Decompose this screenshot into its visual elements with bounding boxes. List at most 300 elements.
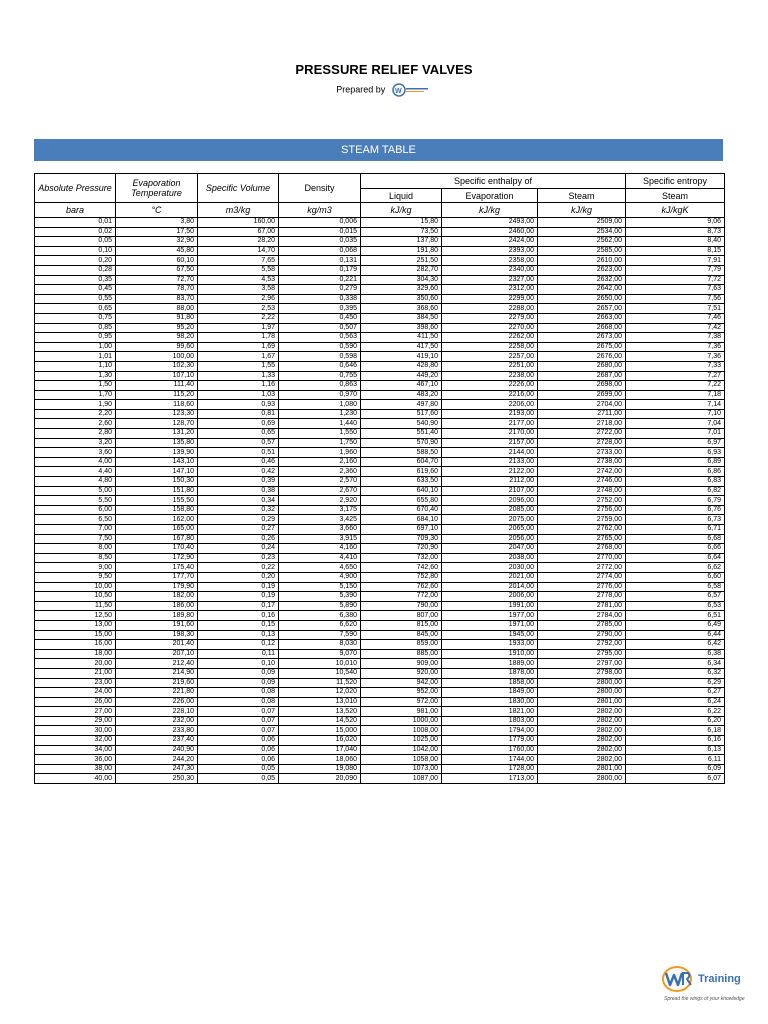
table-cell: 2312,00 xyxy=(442,285,538,295)
table-cell: 1713,00 xyxy=(442,774,538,784)
table-cell: 1,69 xyxy=(198,342,279,352)
table-cell: 7,42 xyxy=(626,323,725,333)
table-cell: 0,179 xyxy=(279,265,361,275)
table-cell: 1042,00 xyxy=(361,745,442,755)
table-row xyxy=(35,457,725,467)
table-cell: 742,60 xyxy=(361,563,442,573)
table-row xyxy=(35,448,725,458)
header-abs-pressure: Absolute Pressure xyxy=(35,174,116,203)
table-cell: 7,590 xyxy=(279,630,361,640)
table-cell: 0,563 xyxy=(279,333,361,343)
table-cell: 67,00 xyxy=(198,227,279,237)
table-cell: 1779,00 xyxy=(442,736,538,746)
table-row xyxy=(35,649,725,659)
table-cell: 2006,00 xyxy=(442,592,538,602)
table-cell: 2776,00 xyxy=(538,582,626,592)
table-cell: 368,60 xyxy=(361,304,442,314)
table-cell: 4,650 xyxy=(279,563,361,573)
table-cell: 6,22 xyxy=(626,707,725,717)
table-cell: 1,10 xyxy=(35,361,116,371)
table-row xyxy=(35,659,725,669)
table-cell: 9,50 xyxy=(35,572,116,582)
header-evap-temperature: Evaporation Temperature xyxy=(116,174,198,203)
table-cell: 2770,00 xyxy=(538,553,626,563)
table-cell: 972,00 xyxy=(361,697,442,707)
table-row xyxy=(35,707,725,717)
table-cell: 2801,00 xyxy=(538,764,626,774)
table-cell: 540,90 xyxy=(361,419,442,429)
table-row xyxy=(35,218,725,228)
table-row xyxy=(35,246,725,256)
table-cell: 36,00 xyxy=(35,755,116,765)
table-row xyxy=(35,563,725,573)
table-cell: 6,60 xyxy=(626,572,725,582)
table-cell: 1858,00 xyxy=(442,678,538,688)
table-row xyxy=(35,640,725,650)
table-cell: 7,56 xyxy=(626,294,725,304)
table-cell: 9,06 xyxy=(626,218,725,228)
table-cell: 633,50 xyxy=(361,477,442,487)
table-cell: 7,10 xyxy=(626,409,725,419)
table-cell: 1025,00 xyxy=(361,736,442,746)
page-title: PRESSURE RELIEF VALVES xyxy=(295,62,473,77)
table-cell: 720,90 xyxy=(361,544,442,554)
table-cell: 226,00 xyxy=(116,697,198,707)
table-cell: 2718,00 xyxy=(538,419,626,429)
brand-slogan: Spread the wings of your knowledge xyxy=(664,996,745,1002)
table-cell: 0,19 xyxy=(198,592,279,602)
table-cell: 232,00 xyxy=(116,716,198,726)
table-cell: 2802,00 xyxy=(538,745,626,755)
table-cell: 684,10 xyxy=(361,515,442,525)
table-cell: 147,10 xyxy=(116,467,198,477)
table-cell: 13,520 xyxy=(279,707,361,717)
table-cell: 34,00 xyxy=(35,745,116,755)
table-cell: 7,72 xyxy=(626,275,725,285)
table-cell: 0,57 xyxy=(198,438,279,448)
table-cell: 7,04 xyxy=(626,419,725,429)
table-cell: 251,50 xyxy=(361,256,442,266)
table-cell: 551,40 xyxy=(361,429,442,439)
table-cell: 26,00 xyxy=(35,697,116,707)
table-cell: 0,13 xyxy=(198,630,279,640)
table-row xyxy=(35,774,725,784)
table-cell: 0,95 xyxy=(35,333,116,343)
table-cell: 942,00 xyxy=(361,678,442,688)
table-cell: 2704,00 xyxy=(538,400,626,410)
unit-cell: bara xyxy=(35,203,116,218)
table-cell: 1,78 xyxy=(198,333,279,343)
table-cell: 8,00 xyxy=(35,544,116,554)
brand-logo xyxy=(660,963,760,1008)
table-cell: 1,16 xyxy=(198,381,279,391)
table-cell: 15,80 xyxy=(361,218,442,228)
unit-cell: °C xyxy=(116,203,198,218)
table-cell: 304,30 xyxy=(361,275,442,285)
table-cell: 2270,00 xyxy=(442,323,538,333)
table-cell: 1,00 xyxy=(35,342,116,352)
table-cell: 4,40 xyxy=(35,467,116,477)
table-cell: 732,00 xyxy=(361,553,442,563)
table-cell: 752,80 xyxy=(361,572,442,582)
table-cell: 17,50 xyxy=(116,227,198,237)
table-cell: 191,80 xyxy=(361,246,442,256)
unit-cell: kJ/kg xyxy=(538,203,626,218)
table-cell: 1000,00 xyxy=(361,716,442,726)
table-cell: 0,85 xyxy=(35,323,116,333)
table-cell: 0,279 xyxy=(279,285,361,295)
table-cell: 0,05 xyxy=(35,237,116,247)
table-cell: 0,65 xyxy=(198,429,279,439)
table-cell: 179,90 xyxy=(116,582,198,592)
table-cell: 7,01 xyxy=(626,429,725,439)
table-cell: 6,29 xyxy=(626,678,725,688)
table-cell: 2711,00 xyxy=(538,409,626,419)
table-cell: 4,410 xyxy=(279,553,361,563)
table-cell: 0,20 xyxy=(35,256,116,266)
table-cell: 2206,00 xyxy=(442,400,538,410)
table-cell: 6,82 xyxy=(626,486,725,496)
table-cell: 150,30 xyxy=(116,477,198,487)
table-cell: 1058,00 xyxy=(361,755,442,765)
table-cell: 0,28 xyxy=(35,265,116,275)
table-cell: 6,93 xyxy=(626,448,725,458)
table-cell: 83,70 xyxy=(116,294,198,304)
table-cell: 2085,00 xyxy=(442,505,538,515)
prepared-by xyxy=(0,82,768,98)
table-cell: 2746,00 xyxy=(538,477,626,487)
table-cell: 73,50 xyxy=(361,227,442,237)
table-cell: 158,80 xyxy=(116,505,198,515)
table-cell: 4,80 xyxy=(35,477,116,487)
table-cell: 2802,00 xyxy=(538,716,626,726)
table-cell: 2065,00 xyxy=(442,525,538,535)
table-cell: 7,50 xyxy=(35,534,116,544)
table-cell: 0,131 xyxy=(279,256,361,266)
table-cell: 0,338 xyxy=(279,294,361,304)
table-row xyxy=(35,620,725,630)
table-cell: 2238,00 xyxy=(442,371,538,381)
table-cell: 0,69 xyxy=(198,419,279,429)
table-cell: 2680,00 xyxy=(538,361,626,371)
table-cell: 7,79 xyxy=(626,265,725,275)
table-cell: 78,70 xyxy=(116,285,198,295)
table-cell: 170,40 xyxy=(116,544,198,554)
table-cell: 398,60 xyxy=(361,323,442,333)
table-cell: 845,00 xyxy=(361,630,442,640)
table-cell: 7,63 xyxy=(626,285,725,295)
table-cell: 123,30 xyxy=(116,409,198,419)
table-cell: 7,00 xyxy=(35,525,116,535)
table-cell: 2534,00 xyxy=(538,227,626,237)
table-cell: 175,40 xyxy=(116,563,198,573)
table-cell: 2,22 xyxy=(198,313,279,323)
table-cell: 1849,00 xyxy=(442,688,538,698)
table-cell: 2610,00 xyxy=(538,256,626,266)
table-cell: 1991,00 xyxy=(442,601,538,611)
table-cell: 517,60 xyxy=(361,409,442,419)
unit-cell: m3/kg xyxy=(198,203,279,218)
table-cell: 172,90 xyxy=(116,553,198,563)
table-cell: 384,50 xyxy=(361,313,442,323)
table-cell: 6,86 xyxy=(626,467,725,477)
table-cell: 6,79 xyxy=(626,496,725,506)
table-cell: 0,26 xyxy=(198,534,279,544)
table-cell: 1971,00 xyxy=(442,620,538,630)
table-cell: 709,30 xyxy=(361,534,442,544)
table-row xyxy=(35,352,725,362)
table-cell: 16,00 xyxy=(35,640,116,650)
table-cell: 2,570 xyxy=(279,477,361,487)
table-cell: 807,00 xyxy=(361,611,442,621)
table-cell: 6,11 xyxy=(626,755,725,765)
table-row xyxy=(35,678,725,688)
table-cell: 167,80 xyxy=(116,534,198,544)
table-cell: 1977,00 xyxy=(442,611,538,621)
table-cell: 2358,00 xyxy=(442,256,538,266)
table-cell: 6,71 xyxy=(626,525,725,535)
table-cell: 191,60 xyxy=(116,620,198,630)
table-cell: 2802,00 xyxy=(538,755,626,765)
table-cell: 2562,00 xyxy=(538,237,626,247)
table-cell: 91,80 xyxy=(116,313,198,323)
table-cell: 0,970 xyxy=(279,390,361,400)
table-cell: 2650,00 xyxy=(538,294,626,304)
table-cell: 2663,00 xyxy=(538,313,626,323)
table-cell: 3,425 xyxy=(279,515,361,525)
table-cell: 12,020 xyxy=(279,688,361,698)
table-cell: 1,230 xyxy=(279,409,361,419)
table-cell: 1087,00 xyxy=(361,774,442,784)
table-cell: 2030,00 xyxy=(442,563,538,573)
table-cell: 2144,00 xyxy=(442,448,538,458)
table-cell: 2258,00 xyxy=(442,342,538,352)
table-cell: 2802,00 xyxy=(538,726,626,736)
table-row xyxy=(35,716,725,726)
table-cell: 10,540 xyxy=(279,668,361,678)
table-cell: 2056,00 xyxy=(442,534,538,544)
table-cell: 6,34 xyxy=(626,659,725,669)
table-cell: 2279,00 xyxy=(442,313,538,323)
table-cell: 0,06 xyxy=(198,736,279,746)
table-cell: 2632,00 xyxy=(538,275,626,285)
table-cell: 219,60 xyxy=(116,678,198,688)
table-cell: 0,17 xyxy=(198,601,279,611)
table-cell: 0,39 xyxy=(198,477,279,487)
table-cell: 2509,00 xyxy=(538,218,626,228)
table-cell: 95,20 xyxy=(116,323,198,333)
table-cell: 0,06 xyxy=(198,755,279,765)
table-cell: 5,890 xyxy=(279,601,361,611)
table-cell: 2699,00 xyxy=(538,390,626,400)
table-cell: 2157,00 xyxy=(442,438,538,448)
table-cell: 2687,00 xyxy=(538,371,626,381)
table-cell: 18,00 xyxy=(35,649,116,659)
table-row xyxy=(35,486,725,496)
table-cell: 2107,00 xyxy=(442,486,538,496)
table-cell: 0,11 xyxy=(198,649,279,659)
table-cell: 329,60 xyxy=(361,285,442,295)
table-cell: 40,00 xyxy=(35,774,116,784)
header-evaporation: Evaporation xyxy=(442,189,538,203)
section-banner: STEAM TABLE xyxy=(34,139,723,161)
table-cell: 8,15 xyxy=(626,246,725,256)
table-cell: 1933,00 xyxy=(442,640,538,650)
table-cell: 0,06 xyxy=(198,745,279,755)
table-cell: 4,53 xyxy=(198,275,279,285)
table-cell: 2790,00 xyxy=(538,630,626,640)
table-cell: 11,520 xyxy=(279,678,361,688)
table-cell: 1830,00 xyxy=(442,697,538,707)
table-cell: 151,80 xyxy=(116,486,198,496)
table-cell: 201,40 xyxy=(116,640,198,650)
table-cell: 20,090 xyxy=(279,774,361,784)
table-row xyxy=(35,409,725,419)
table-row xyxy=(35,755,725,765)
table-row xyxy=(35,582,725,592)
table-cell: 5,390 xyxy=(279,592,361,602)
table-row xyxy=(35,477,725,487)
table-cell: 1,70 xyxy=(35,390,116,400)
table-cell: 2177,00 xyxy=(442,419,538,429)
table-cell: 5,50 xyxy=(35,496,116,506)
table-row xyxy=(35,630,725,640)
table-cell: 0,27 xyxy=(198,525,279,535)
table-cell: 3,80 xyxy=(116,218,198,228)
table-cell: 1760,00 xyxy=(442,745,538,755)
table-cell: 2047,00 xyxy=(442,544,538,554)
header-entropy-steam: Steam xyxy=(626,189,725,203)
table-cell: 1878,00 xyxy=(442,668,538,678)
table-cell: 214,90 xyxy=(116,668,198,678)
table-cell: 2,670 xyxy=(279,486,361,496)
table-cell: 0,09 xyxy=(198,668,279,678)
table-cell: 2,20 xyxy=(35,409,116,419)
table-cell: 0,75 xyxy=(35,313,116,323)
table-cell: 7,91 xyxy=(626,256,725,266)
table-cell: 7,14 xyxy=(626,400,725,410)
table-cell: 2756,00 xyxy=(538,505,626,515)
table-cell: 428,80 xyxy=(361,361,442,371)
table-row xyxy=(35,697,725,707)
table-row xyxy=(35,544,725,554)
table-cell: 0,221 xyxy=(279,275,361,285)
table-cell: 6,32 xyxy=(626,668,725,678)
table-cell: 419,10 xyxy=(361,352,442,362)
unit-cell: kJ/kg xyxy=(361,203,442,218)
table-cell: 1,750 xyxy=(279,438,361,448)
table-row xyxy=(35,227,725,237)
table-cell: 2393,00 xyxy=(442,246,538,256)
table-cell: 1,90 xyxy=(35,400,116,410)
table-cell: 1794,00 xyxy=(442,726,538,736)
table-cell: 6,73 xyxy=(626,515,725,525)
table-cell: 1728,00 xyxy=(442,764,538,774)
table-cell: 6,83 xyxy=(626,477,725,487)
table-cell: 920,00 xyxy=(361,668,442,678)
table-cell: 32,90 xyxy=(116,237,198,247)
table-cell: 1,97 xyxy=(198,323,279,333)
table-cell: 160,00 xyxy=(198,218,279,228)
table-cell: 0,81 xyxy=(198,409,279,419)
table-cell: 2748,00 xyxy=(538,486,626,496)
table-row xyxy=(35,381,725,391)
table-cell: 0,10 xyxy=(198,659,279,669)
table-cell: 13,00 xyxy=(35,620,116,630)
table-cell: 2340,00 xyxy=(442,265,538,275)
unit-cell: kJ/kgK xyxy=(626,203,725,218)
table-cell: 0,19 xyxy=(198,582,279,592)
table-cell: 2738,00 xyxy=(538,457,626,467)
table-cell: 6,09 xyxy=(626,764,725,774)
table-cell: 670,40 xyxy=(361,505,442,515)
table-cell: 0,35 xyxy=(35,275,116,285)
table-cell: 0,450 xyxy=(279,313,361,323)
header-density: Density xyxy=(279,174,361,203)
table-cell: 5,58 xyxy=(198,265,279,275)
table-cell: 350,60 xyxy=(361,294,442,304)
table-row xyxy=(35,534,725,544)
table-cell: 14,70 xyxy=(198,246,279,256)
table-cell: 228,10 xyxy=(116,707,198,717)
table-cell: 0,09 xyxy=(198,678,279,688)
table-cell: 2,96 xyxy=(198,294,279,304)
table-cell: 8,40 xyxy=(626,237,725,247)
table-cell: 100,00 xyxy=(116,352,198,362)
table-cell: 0,38 xyxy=(198,486,279,496)
table-cell: 0,07 xyxy=(198,716,279,726)
table-row xyxy=(35,438,725,448)
table-cell: 483,20 xyxy=(361,390,442,400)
table-cell: 2193,00 xyxy=(442,409,538,419)
table-cell: 13,010 xyxy=(279,697,361,707)
table-cell: 2288,00 xyxy=(442,304,538,314)
table-row xyxy=(35,371,725,381)
table-cell: 6,76 xyxy=(626,505,725,515)
table-cell: 6,18 xyxy=(626,726,725,736)
table-cell: 6,44 xyxy=(626,630,725,640)
table-cell: 2493,00 xyxy=(442,218,538,228)
table-row xyxy=(35,323,725,333)
table-cell: 250,30 xyxy=(116,774,198,784)
table-cell: 1,03 xyxy=(198,390,279,400)
table-cell: 2698,00 xyxy=(538,381,626,391)
table-cell: 29,00 xyxy=(35,716,116,726)
table-cell: 2802,00 xyxy=(538,707,626,717)
table-cell: 6,13 xyxy=(626,745,725,755)
table-row xyxy=(35,237,725,247)
table-cell: 0,20 xyxy=(198,572,279,582)
table-row xyxy=(35,592,725,602)
table-cell: 6,20 xyxy=(626,716,725,726)
table-cell: 0,45 xyxy=(35,285,116,295)
table-cell: 0,12 xyxy=(198,640,279,650)
table-cell: 449,20 xyxy=(361,371,442,381)
table-cell: 0,51 xyxy=(198,448,279,458)
table-cell: 6,380 xyxy=(279,611,361,621)
table-cell: 2096,00 xyxy=(442,496,538,506)
table-cell: 128,70 xyxy=(116,419,198,429)
table-cell: 1,550 xyxy=(279,429,361,439)
table-cell: 2251,00 xyxy=(442,361,538,371)
table-cell: 2,60 xyxy=(35,419,116,429)
table-cell: 6,07 xyxy=(626,774,725,784)
table-row xyxy=(35,764,725,774)
table-cell: 7,38 xyxy=(626,333,725,343)
table-cell: 2642,00 xyxy=(538,285,626,295)
table-cell: 15,000 xyxy=(279,726,361,736)
table-cell: 2327,00 xyxy=(442,275,538,285)
